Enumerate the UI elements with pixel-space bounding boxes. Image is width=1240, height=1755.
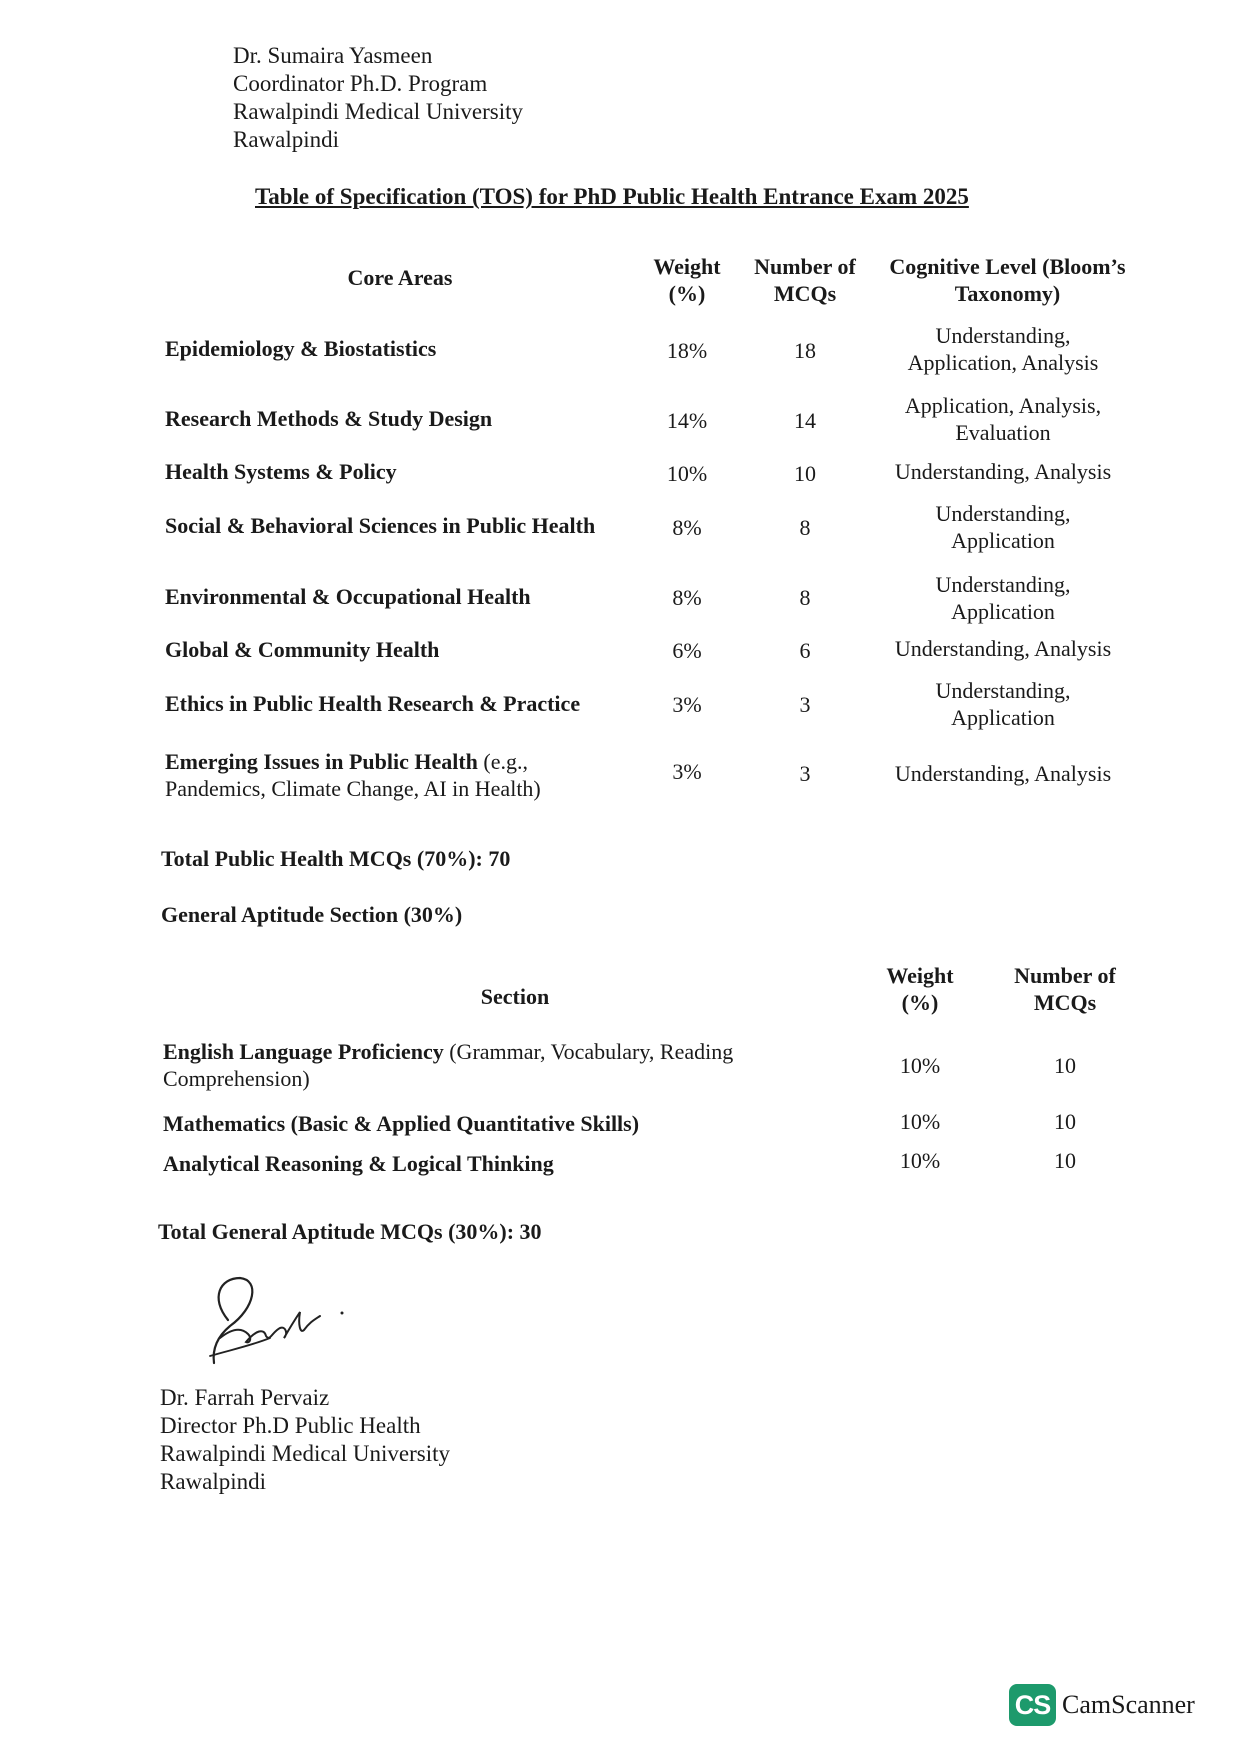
- table-row-area: Global & Community Health: [165, 637, 440, 662]
- table-row-weight: 18%: [666, 338, 708, 363]
- table-row-area: Epidemiology & Biostatistics: [165, 336, 437, 361]
- header-weight: Weight (%): [653, 254, 721, 306]
- table-row-mcqs: 10: [1054, 1053, 1076, 1078]
- table-row-weight: 8%: [672, 585, 702, 610]
- table-row-cognitive: Understanding, Application: [935, 572, 1071, 624]
- sender-name: Dr. Sumaira Yasmeen: [233, 43, 433, 68]
- table-row-mcqs: 3: [799, 692, 811, 717]
- camscanner-logo-icon: CS: [1009, 1684, 1056, 1726]
- table-row-mcqs: 14: [794, 408, 816, 433]
- table-row-area: Environmental & Occupational Health: [165, 584, 531, 609]
- table-row-mcqs: 3: [799, 761, 811, 786]
- signatory-city: Rawalpindi: [160, 1469, 267, 1494]
- general-aptitude-heading: General Aptitude Section (30%): [161, 902, 463, 927]
- table-row-cognitive: Understanding, Application, Analysis: [907, 323, 1099, 375]
- signatory-name: Dr. Farrah Pervaiz: [160, 1385, 330, 1410]
- table-row-cognitive: Understanding, Application: [935, 501, 1071, 553]
- signatory-block: [160, 1384, 450, 1496]
- sender-title: Coordinator Ph.D. Program: [233, 71, 488, 96]
- table-row-cognitive: Understanding, Application: [935, 678, 1071, 730]
- total-general-aptitude: Total General Aptitude MCQs (30%): 30: [158, 1219, 542, 1244]
- table-row-area: Emerging Issues in Public Health (e.g., Pandemics, Climate Change, AI in Health): [165, 749, 541, 801]
- table-row-mcqs: 8: [799, 515, 811, 540]
- table-row-area: Ethics in Public Health Research & Practice: [165, 691, 581, 716]
- table-row-weight: 14%: [666, 408, 708, 433]
- table-row-area: Research Methods & Study Design: [165, 406, 493, 431]
- table-row-mcqs: 10: [1054, 1109, 1076, 1134]
- header-section: Section: [480, 984, 550, 1009]
- table-row-weight: 3%: [672, 759, 702, 784]
- table-row-mcqs: 6: [799, 638, 811, 663]
- table-row-weight: 6%: [672, 638, 702, 663]
- table-row-weight: 10%: [666, 461, 708, 486]
- table-row-cognitive: Understanding, Analysis: [894, 636, 1112, 661]
- table-row-cognitive: Understanding, Analysis: [894, 761, 1112, 786]
- sender-institution: Rawalpindi Medical University: [233, 99, 523, 124]
- table-row-mcqs: 18: [794, 338, 816, 363]
- table-row-mcqs: 8: [799, 585, 811, 610]
- handwritten-signature: [200, 1268, 350, 1378]
- table-row-area: Health Systems & Policy: [165, 459, 397, 484]
- table-row-mcqs: 10: [794, 461, 816, 486]
- table-row-section: Analytical Reasoning & Logical Thinking: [163, 1151, 554, 1176]
- table-row-area: Social & Behavioral Sciences in Public Health: [165, 513, 596, 538]
- table-row-section: English Language Proficiency (Grammar, Vocabulary, Reading Comprehension): [163, 1039, 734, 1091]
- header-number-of-mcqs: Number of MCQs: [754, 254, 856, 306]
- document-title: Table of Specification (TOS) for PhD Public Health Entrance Exam 2025: [255, 184, 969, 209]
- table-row-weight: 10%: [899, 1109, 941, 1134]
- sender-city: Rawalpindi: [233, 127, 340, 152]
- table-row-weight: 10%: [899, 1053, 941, 1078]
- table-row-cognitive: Understanding, Analysis: [894, 459, 1112, 484]
- sender-address: [233, 42, 523, 154]
- header-core-areas: Core Areas: [347, 265, 453, 290]
- header-weight: Weight (%): [886, 963, 954, 1015]
- total-public-health: Total Public Health MCQs (70%): 70: [161, 846, 511, 871]
- signatory-title: Director Ph.D Public Health: [160, 1413, 421, 1438]
- header-number-of-mcqs: Number of MCQs: [1014, 963, 1116, 1015]
- table-row-weight: 8%: [672, 515, 702, 540]
- header-cognitive-level: Cognitive Level (Bloom’s Taxonomy): [889, 254, 1126, 306]
- signatory-institution: Rawalpindi Medical University: [160, 1441, 450, 1466]
- table-row-cognitive: Application, Analysis, Evaluation: [904, 393, 1102, 445]
- table-row-section: Mathematics (Basic & Applied Quantitative Skills): [163, 1111, 640, 1136]
- table-row-weight: 10%: [899, 1148, 941, 1173]
- camscanner-watermark-text: CamScanner: [1062, 1690, 1195, 1719]
- table-row-mcqs: 10: [1054, 1148, 1076, 1173]
- table-row-weight: 3%: [672, 692, 702, 717]
